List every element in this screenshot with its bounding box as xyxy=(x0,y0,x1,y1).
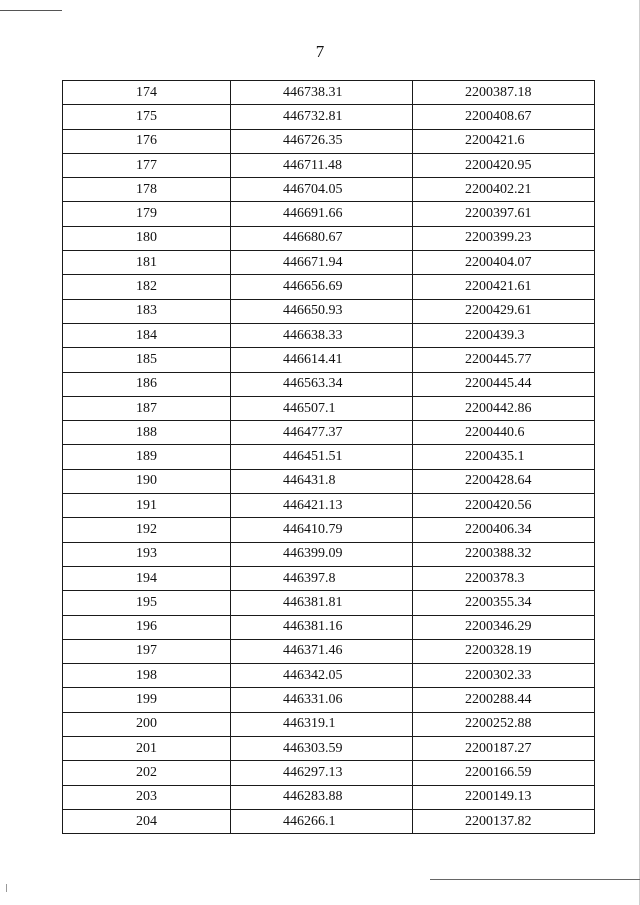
y-coordinate-cell: 2200445.77 xyxy=(413,348,595,372)
table-row xyxy=(63,688,595,712)
x-coordinate-cell: 446638.33 xyxy=(231,323,413,347)
point-number-cell: 185 xyxy=(63,348,231,372)
table-row xyxy=(63,518,595,542)
y-coordinate-cell: 2200397.61 xyxy=(413,202,595,226)
y-coordinate-cell: 2200408.67 xyxy=(413,105,595,129)
table-row xyxy=(63,615,595,639)
y-coordinate-cell: 2200420.95 xyxy=(413,153,595,177)
point-number-cell: 178 xyxy=(63,178,231,202)
x-coordinate-cell: 446507.1 xyxy=(231,396,413,420)
point-number-cell: 184 xyxy=(63,323,231,347)
x-coordinate-cell: 446283.88 xyxy=(231,785,413,809)
point-number-cell: 186 xyxy=(63,372,231,396)
x-coordinate-cell: 446614.41 xyxy=(231,348,413,372)
point-number-cell: 183 xyxy=(63,299,231,323)
point-number-cell: 188 xyxy=(63,421,231,445)
table-row xyxy=(63,348,595,372)
table-row xyxy=(63,469,595,493)
point-number-cell: 177 xyxy=(63,153,231,177)
point-number-cell: 201 xyxy=(63,737,231,761)
point-number-cell: 196 xyxy=(63,615,231,639)
x-coordinate-cell: 446421.13 xyxy=(231,494,413,518)
y-coordinate-cell: 2200166.59 xyxy=(413,761,595,785)
table-row xyxy=(63,664,595,688)
table-row xyxy=(63,494,595,518)
table-row xyxy=(63,785,595,809)
point-number-cell: 193 xyxy=(63,542,231,566)
y-coordinate-cell: 2200442.86 xyxy=(413,396,595,420)
table-row xyxy=(63,275,595,299)
y-coordinate-cell: 2200439.3 xyxy=(413,323,595,347)
y-coordinate-cell: 2200445.44 xyxy=(413,372,595,396)
table-row xyxy=(63,639,595,663)
x-coordinate-cell: 446650.93 xyxy=(231,299,413,323)
point-number-cell: 191 xyxy=(63,494,231,518)
point-number-cell: 198 xyxy=(63,664,231,688)
point-number-cell: 189 xyxy=(63,445,231,469)
point-number-cell: 190 xyxy=(63,469,231,493)
y-coordinate-cell: 2200346.29 xyxy=(413,615,595,639)
table-row xyxy=(63,178,595,202)
x-coordinate-cell: 446331.06 xyxy=(231,688,413,712)
table-row xyxy=(63,129,595,153)
x-coordinate-cell: 446399.09 xyxy=(231,542,413,566)
point-number-cell: 176 xyxy=(63,129,231,153)
y-coordinate-cell: 2200355.34 xyxy=(413,591,595,615)
point-number-cell: 194 xyxy=(63,566,231,590)
point-number-cell: 181 xyxy=(63,251,231,275)
y-coordinate-cell: 2200328.19 xyxy=(413,639,595,663)
table-row xyxy=(63,809,595,833)
x-coordinate-cell: 446477.37 xyxy=(231,421,413,445)
table-row xyxy=(63,251,595,275)
y-coordinate-cell: 2200428.64 xyxy=(413,469,595,493)
y-coordinate-cell: 2200149.13 xyxy=(413,785,595,809)
table-row xyxy=(63,421,595,445)
x-coordinate-cell: 446563.34 xyxy=(231,372,413,396)
table-row xyxy=(63,323,595,347)
point-number-cell: 197 xyxy=(63,639,231,663)
bottom-margin-rule xyxy=(430,879,640,880)
coordinates-table-body xyxy=(63,81,595,834)
table-row xyxy=(63,542,595,566)
x-coordinate-cell: 446342.05 xyxy=(231,664,413,688)
x-coordinate-cell: 446266.1 xyxy=(231,809,413,833)
y-coordinate-cell: 2200378.3 xyxy=(413,566,595,590)
coordinates-table xyxy=(62,80,595,834)
point-number-cell: 175 xyxy=(63,105,231,129)
x-coordinate-cell: 446319.1 xyxy=(231,712,413,736)
x-coordinate-cell: 446732.81 xyxy=(231,105,413,129)
table-row xyxy=(63,153,595,177)
y-coordinate-cell: 2200435.1 xyxy=(413,445,595,469)
x-coordinate-cell: 446738.31 xyxy=(231,81,413,105)
x-coordinate-cell: 446726.35 xyxy=(231,129,413,153)
x-coordinate-cell: 446381.81 xyxy=(231,591,413,615)
x-coordinate-cell: 446704.05 xyxy=(231,178,413,202)
x-coordinate-cell: 446451.51 xyxy=(231,445,413,469)
point-number-cell: 187 xyxy=(63,396,231,420)
y-coordinate-cell: 2200399.23 xyxy=(413,226,595,250)
point-number-cell: 204 xyxy=(63,809,231,833)
point-number-cell: 182 xyxy=(63,275,231,299)
point-number-cell: 179 xyxy=(63,202,231,226)
point-number-cell: 174 xyxy=(63,81,231,105)
point-number-cell: 195 xyxy=(63,591,231,615)
table-row xyxy=(63,299,595,323)
x-coordinate-cell: 446381.16 xyxy=(231,615,413,639)
top-margin-rule xyxy=(0,10,62,11)
table-row xyxy=(63,445,595,469)
table-row xyxy=(63,566,595,590)
y-coordinate-cell: 2200187.27 xyxy=(413,737,595,761)
point-number-cell: 202 xyxy=(63,761,231,785)
y-coordinate-cell: 2200388.32 xyxy=(413,542,595,566)
table-row xyxy=(63,105,595,129)
table-row xyxy=(63,81,595,105)
y-coordinate-cell: 2200421.61 xyxy=(413,275,595,299)
x-coordinate-cell: 446371.46 xyxy=(231,639,413,663)
scan-mark xyxy=(6,884,7,892)
y-coordinate-cell: 2200137.82 xyxy=(413,809,595,833)
point-number-cell: 200 xyxy=(63,712,231,736)
y-coordinate-cell: 2200404.07 xyxy=(413,251,595,275)
point-number-cell: 203 xyxy=(63,785,231,809)
table-row xyxy=(63,372,595,396)
y-coordinate-cell: 2200387.18 xyxy=(413,81,595,105)
x-coordinate-cell: 446680.67 xyxy=(231,226,413,250)
point-number-cell: 180 xyxy=(63,226,231,250)
y-coordinate-cell: 2200421.6 xyxy=(413,129,595,153)
point-number-cell: 192 xyxy=(63,518,231,542)
y-coordinate-cell: 2200252.88 xyxy=(413,712,595,736)
y-coordinate-cell: 2200420.56 xyxy=(413,494,595,518)
x-coordinate-cell: 446431.8 xyxy=(231,469,413,493)
x-coordinate-cell: 446397.8 xyxy=(231,566,413,590)
table-row xyxy=(63,761,595,785)
x-coordinate-cell: 446671.94 xyxy=(231,251,413,275)
table-row xyxy=(63,226,595,250)
x-coordinate-cell: 446656.69 xyxy=(231,275,413,299)
table-row xyxy=(63,591,595,615)
x-coordinate-cell: 446691.66 xyxy=(231,202,413,226)
y-coordinate-cell: 2200288.44 xyxy=(413,688,595,712)
y-coordinate-cell: 2200429.61 xyxy=(413,299,595,323)
table-row xyxy=(63,712,595,736)
x-coordinate-cell: 446303.59 xyxy=(231,737,413,761)
x-coordinate-cell: 446711.48 xyxy=(231,153,413,177)
y-coordinate-cell: 2200302.33 xyxy=(413,664,595,688)
table-row xyxy=(63,202,595,226)
table-row xyxy=(63,396,595,420)
y-coordinate-cell: 2200402.21 xyxy=(413,178,595,202)
x-coordinate-cell: 446410.79 xyxy=(231,518,413,542)
x-coordinate-cell: 446297.13 xyxy=(231,761,413,785)
page-number: 7 xyxy=(315,42,325,61)
y-coordinate-cell: 2200440.6 xyxy=(413,421,595,445)
table-row xyxy=(63,737,595,761)
y-coordinate-cell: 2200406.34 xyxy=(413,518,595,542)
point-number-cell: 199 xyxy=(63,688,231,712)
